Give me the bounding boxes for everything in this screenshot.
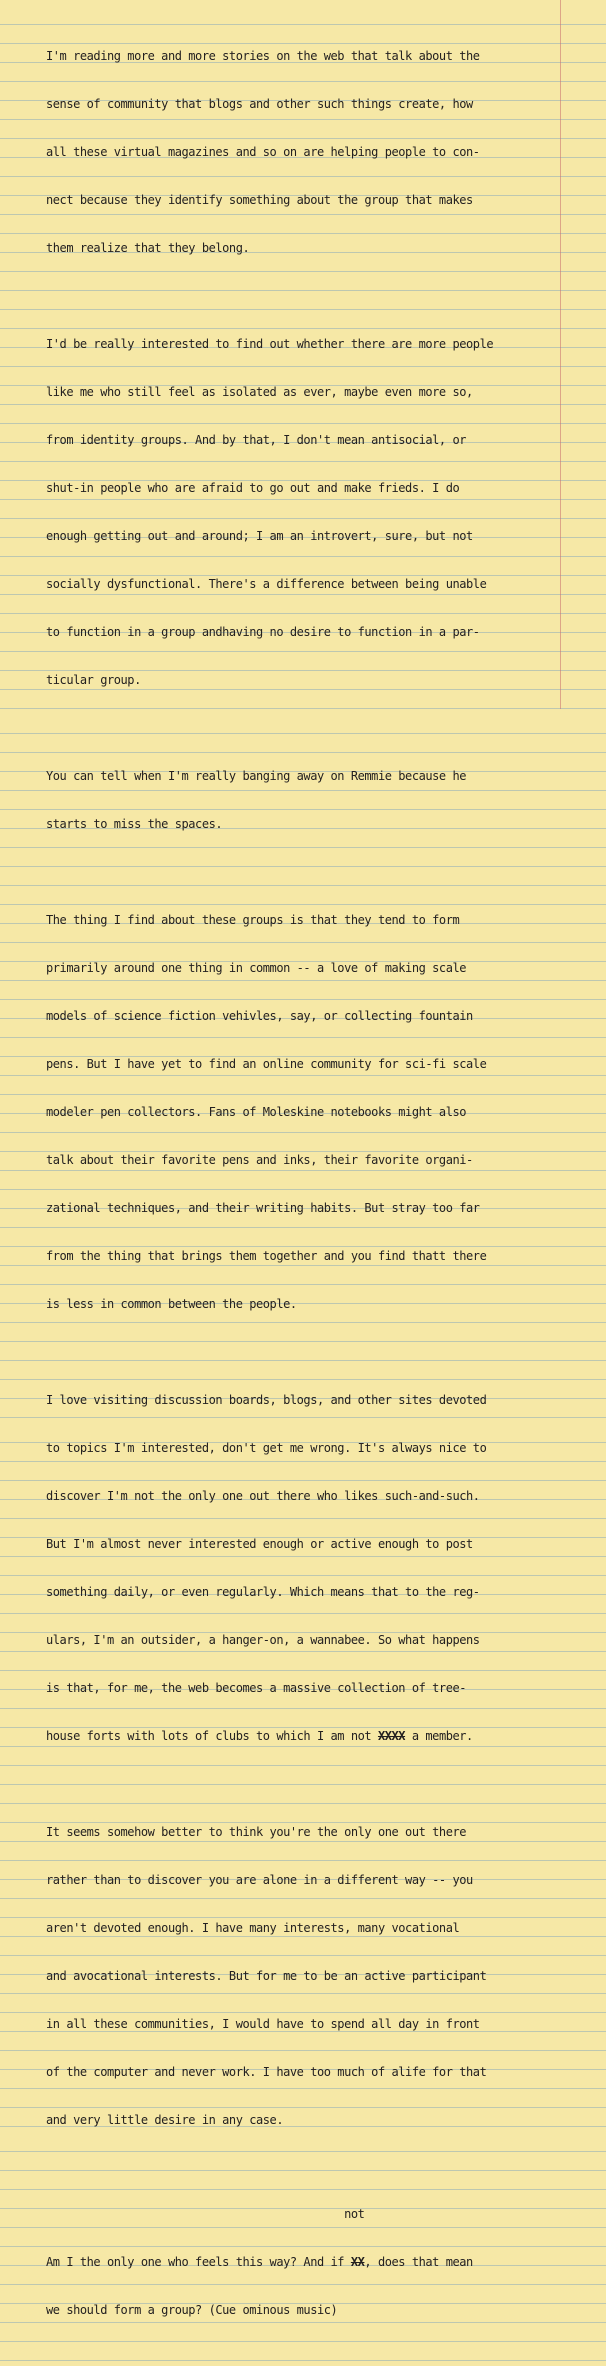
- handwritten-insertion-line: [46, 2206, 606, 2222]
- text-line: starts to miss the spaces.: [46, 817, 223, 831]
- text-line: I love visiting discussion boards, blogs, and other sites devoted: [46, 1393, 487, 1407]
- paragraph-1: [46, 16, 606, 288]
- typewritten-page: [46, 16, 606, 2366]
- text-line: sense of community that blogs and other such things create, how: [46, 97, 473, 111]
- text-line: all these virtual magazines and so on are helping people to con-: [46, 145, 480, 159]
- text-fragment: Am I the only one who feels this way? And if: [46, 2255, 351, 2269]
- text-line: rather than to discover you are alone in a different way -- you: [46, 1873, 473, 1887]
- text-line: ulars, I'm an outsider, a hanger-on, a wannabee. So what happens: [46, 1633, 480, 1647]
- paragraph-7: [46, 2174, 606, 2350]
- text-fragment: , does that mean: [364, 2255, 473, 2269]
- text-line: primarily around one thing in common -- a love of making scale: [46, 961, 467, 975]
- text-line: aren't devoted enough. I have many interests, many vocational: [46, 1921, 460, 1935]
- text-line: them realize that they belong.: [46, 241, 250, 255]
- text-fragment: a member.: [405, 1729, 473, 1743]
- text-line: enough getting out and around; I am an introvert, sure, but not: [46, 529, 473, 543]
- text-line: discover I'm not the only one out there who likes such-and-such.: [46, 1489, 480, 1503]
- text-line: models of science fiction vehivles, say, or collecting fountain: [46, 1009, 473, 1023]
- text-line: and very little desire in any case.: [46, 2113, 284, 2127]
- text-line: The thing I find about these groups is that they tend to form: [46, 913, 460, 927]
- paragraph-5: [46, 1360, 606, 1776]
- text-line: shut-in people who are afraid to go out and make frieds. I do: [46, 481, 460, 495]
- strikeout-text: XX: [350, 2255, 365, 2269]
- text-line: in all these communities, I would have to spend all day in front: [46, 2017, 480, 2031]
- paragraph-3: [46, 736, 606, 864]
- text-line: You can tell when I'm really banging away on Remmie because he: [46, 769, 467, 783]
- paragraph-4: [46, 880, 606, 1344]
- text-line: nect because they identify something about the group that makes: [46, 193, 473, 207]
- text-line: talk about their favorite pens and inks, their favorite organi-: [46, 1153, 473, 1167]
- text-line: we should form a group? (Cue ominous music): [46, 2303, 338, 2317]
- text-line: to function in a group andhaving no desire to function in a par-: [46, 625, 480, 639]
- text-line: is less in common between the people.: [46, 1297, 297, 1311]
- text-fragment: house forts with lots of clubs to which I am not: [46, 1729, 378, 1743]
- text-line-with-strikeout: [46, 1728, 606, 1744]
- text-line: and avocational interests. But for me to be an active participant: [46, 1969, 487, 1983]
- text-line: zational techniques, and their writing habits. But stray too far: [46, 1201, 480, 1215]
- text-line-with-strikeout: [46, 2254, 606, 2270]
- text-line: is that, for me, the web becomes a massive collection of tree-: [46, 1681, 467, 1695]
- text-line: socially dysfunctional. There's a difference between being unable: [46, 577, 487, 591]
- paragraph-6: [46, 1792, 606, 2160]
- text-line: ticular group.: [46, 673, 141, 687]
- text-line: I'm reading more and more stories on the web that talk about the: [46, 49, 480, 63]
- text-line: something daily, or even regularly. Which means that to the reg-: [46, 1585, 480, 1599]
- text-line: from the thing that brings them together and you find thatt there: [46, 1249, 487, 1263]
- paragraph-2: [46, 304, 606, 720]
- text-line: like me who still feel as isolated as ever, maybe even more so,: [46, 385, 473, 399]
- text-line: of the computer and never work. I have too much of alife for that: [46, 2065, 487, 2079]
- text-line: I'd be really interested to find out whether there are more people: [46, 337, 494, 351]
- text-line: But I'm almost never interested enough or active enough to post: [46, 1537, 473, 1551]
- text-line: from identity groups. And by that, I don't mean antisocial, or: [46, 433, 467, 447]
- strikeout-text: XXXX: [377, 1729, 406, 1743]
- text-line: pens. But I have yet to find an online community for sci-fi scale: [46, 1057, 487, 1071]
- insertion-indent: [46, 2207, 344, 2221]
- text-line: modeler pen collectors. Fans of Moleskine notebooks might also: [46, 1105, 467, 1119]
- text-line: to topics I'm interested, don't get me wrong. It's always nice to: [46, 1441, 487, 1455]
- text-line: It seems somehow better to think you're the only one out there: [46, 1825, 467, 1839]
- inserted-word: not: [344, 2207, 365, 2221]
